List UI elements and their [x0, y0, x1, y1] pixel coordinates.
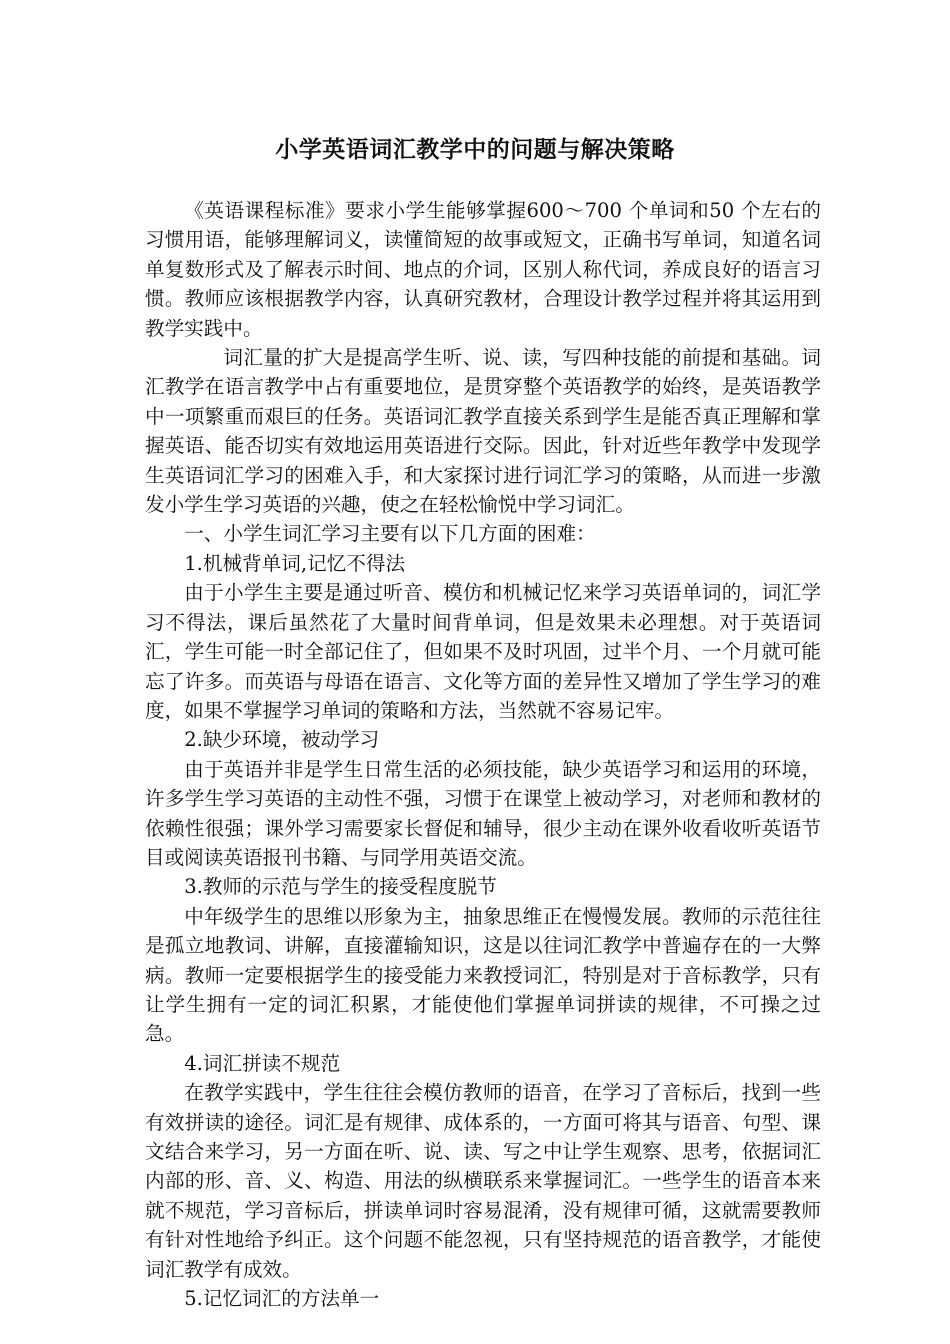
subheading-5: 5.记忆词汇的方法单一	[184, 1287, 380, 1311]
paragraph-4: 在教学实践中，学生往往会模仿教师的语音，在学习了音标后，找到一些有效拼读的途径。词汇是有规律、成体系的，一方面可将其与语音、句型、课文结合来学习，另一方面在听、说、读、写之中让学生观察、思考，依据词汇内部的形、音、义、构造、用法的纵横联系来掌握词汇。一些学生的语音本来就不规范，学习音标后，拼读单词时容易混淆，没有规律可循，这就需要教师有针对性地给予纠正。这个问题不能忽视，只有坚持规范的语音教学，才能使词汇教学有成效。	[145, 1081, 821, 1281]
paragraph-3: 中年级学生的思维以形象为主，抽象思维正在慢慢发展。教师的示范往往是孤立地教词、讲解，直接灌输知识，这是以往词汇教学中普遍存在的一大弊病。教师一定要根据学生的接受能力来教授词汇，特别是对于音标教学，只有让学生拥有一定的词汇积累，才能使他们掌握单词拼读的规律，不可操之过急。	[145, 904, 821, 1046]
subheading-4: 4.词汇拼读不规范	[184, 1051, 341, 1075]
paragraph-intro: 《英语课程标准》要求小学生能够掌握600～700 个单词和50 个左右的习惯用语，能够理解词义，读懂简短的故事或短文，正确书写单词，知道名词单复数形式及了解表示时间、地点的介词，区别人称代词，养成良好的语言习惯。教师应该根据教学内容，认真研究教材，合理设计教学过程并将其运用到教学实践中。	[145, 199, 821, 340]
section-heading-difficulties: 一、小学生词汇学习主要有以下几方面的困难：	[184, 522, 596, 546]
subheading-2: 2.缺少环境，被动学习	[184, 728, 380, 752]
document-title: 小学英语词汇教学中的问题与解决策略	[275, 136, 675, 163]
paragraph-2: 由于英语并非是学生日常生活的必须技能，缺少英语学习和运用的环境，许多学生学习英语的主动性不强，习惯于在课堂上被动学习，对老师和教材的依赖性很强；课外学习需要家长督促和辅导，很少主动在课外收看收听英语节目或阅读英语报刊书籍、与同学用英语交流。	[145, 757, 821, 869]
subheading-1: 1.机械背单词,记忆不得法	[184, 551, 406, 575]
document-body	[145, 196, 821, 1313]
paragraph-vocabulary-importance: 词汇量的扩大是提高学生听、说、读，写四种技能的前提和基础。词汇教学在语言教学中占有重要地位，是贯穿整个英语教学的始终，是英语教学中一项繁重而艰巨的任务。英语词汇教学直接关系到学生是能否真正理解和掌握英语、能否切实有效地运用英语进行交际。因此，针对近些年教学中发现学生英语词汇学习的困难入手，和大家探讨进行词汇学习的策略，从而进一步激发小学生学习英语的兴趣，使之在轻松愉悦中学习词汇。	[145, 346, 821, 517]
subheading-3: 3.教师的示范与学生的接受程度脱节	[184, 875, 497, 899]
paragraph-1: 由于小学生主要是通过听音、模仿和机械记忆来学习英语单词的，词汇学习不得法，课后虽然花了大量时间背单词，但是效果未必理想。对于英语词汇，学生可能一时全部记住了，但如果不及时巩固，过半个月、一个月就可能忘了许多。而英语与母语在语言、文化等方面的差异性又增加了学生学习的难度，如果不掌握学习单词的策略和方法，当然就不容易记牢。	[145, 581, 821, 722]
